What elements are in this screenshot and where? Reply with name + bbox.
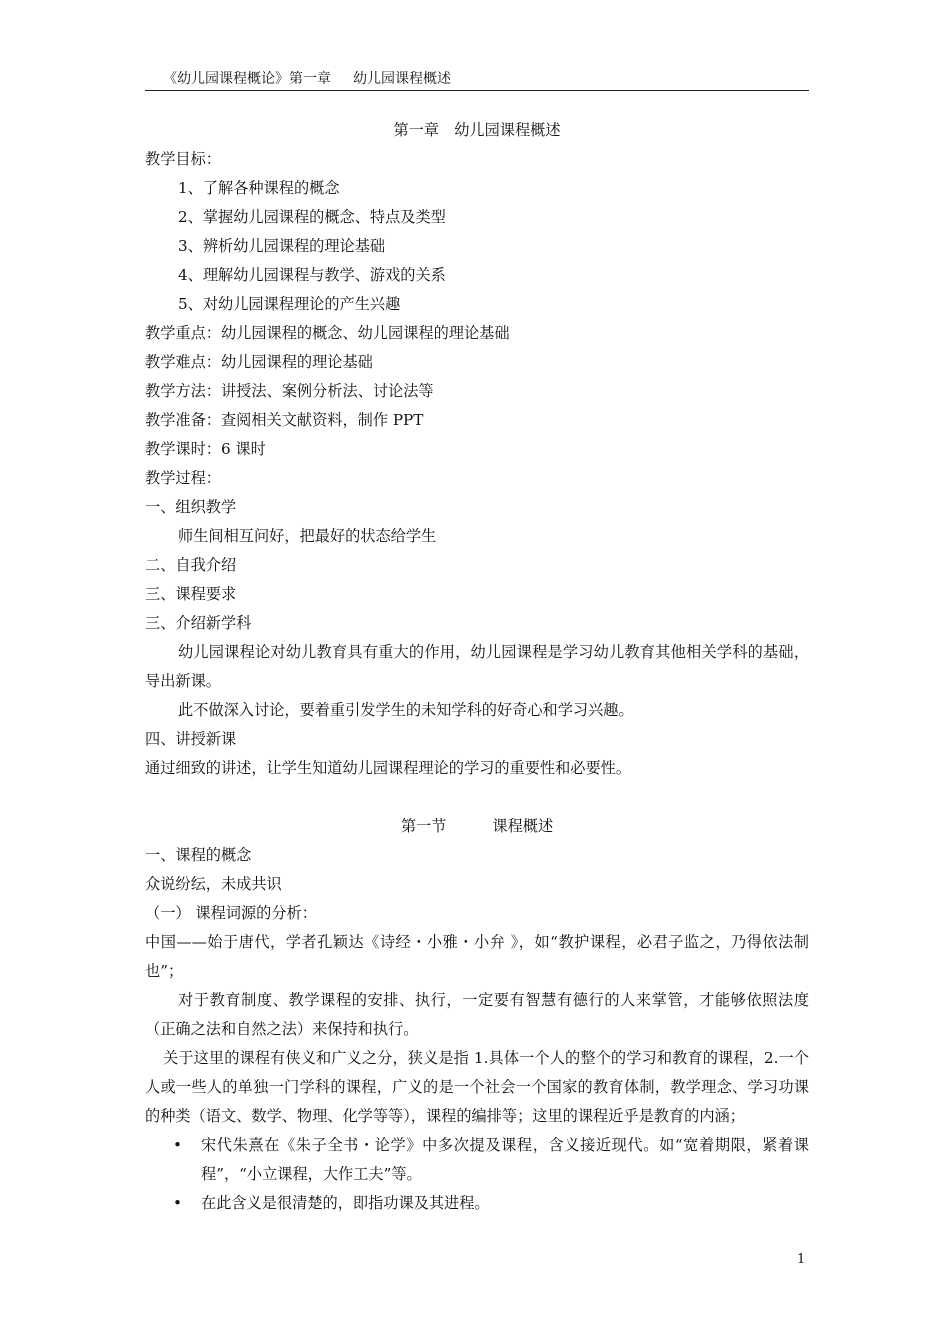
bullet-item: [145, 1131, 809, 1189]
objectives-label: 教学目标：: [145, 150, 221, 168]
key-points: 教学重点：幼儿园课程的概念、幼儿园课程的理论基础: [145, 324, 510, 342]
section-number: 第一节: [400, 817, 447, 835]
bullet-symbol: •: [173, 1194, 182, 1212]
process-step-heading: 二、自我介绍: [145, 556, 237, 574]
bullet-text: 宋代朱熹在《朱子全书・论学》中多次提及课程，含义接近现代。如“宽着期限，紧着课程”，“小立课程，大作工夫”等。: [201, 1136, 809, 1183]
objective-item: 4、理解幼儿园课程与教学、游戏的关系: [178, 266, 446, 284]
process-step-text: 此不做深入讨论，要着重引发学生的未知学科的好奇心和学习兴趣。: [178, 701, 634, 719]
bullet-item: [145, 1189, 809, 1218]
page-header: [145, 70, 809, 91]
process-label: 教学过程：: [145, 469, 221, 487]
objective-item: 5、对幼儿园课程理论的产生兴趣: [178, 295, 401, 313]
process-step-text: 通过细致的讲述，让学生知道幼儿园课程理论的学习的重要性和必要性。: [145, 759, 631, 777]
teaching-methods: 教学方法：讲授法、案例分析法、讨论法等: [145, 382, 434, 400]
teaching-preparation: 教学准备：查阅相关文献资料，制作 PPT: [145, 411, 424, 429]
process-step-heading: 三、课程要求: [145, 585, 237, 603]
concept-heading: 一、课程的概念: [145, 846, 252, 864]
header-subtitle: 幼儿园课程概述: [353, 71, 451, 87]
page-number: 1: [797, 1252, 806, 1267]
difficulties: 教学难点：幼儿园课程的理论基础: [145, 353, 373, 371]
process-step-heading: 三、介绍新学科: [145, 614, 252, 632]
no-consensus-text: 众说纷纭，未成共识: [145, 875, 282, 893]
narrow-broad-text: 关于这里的课程有侠义和广义之分，狭义是指 1.具体一个人的整个的学习和教育的课程，2.一个人或一些人的单独一门学科的课程，广义的是一个社会一个国家的教育体制，教学理念、学习功课的种类（语文、数学、物理、化学等等），课程的编排等；这里的课程近乎是教育的内涵；: [145, 1049, 809, 1125]
section-name: 课程概述: [492, 817, 554, 835]
process-step-heading: 四、讲授新课: [145, 730, 237, 748]
objective-item: 3、辨析幼儿园课程的理论基础: [178, 237, 386, 255]
chapter-title: 第一章 幼儿园课程概述: [393, 121, 561, 139]
process-step-heading: 一、组织教学: [145, 498, 237, 516]
header-book-title: 《幼儿园课程概论》第一章: [163, 71, 331, 87]
teaching-hours: 教学课时：6 课时: [145, 440, 266, 458]
process-step-text: 师生间相互问好，把最好的状态给学生: [178, 527, 437, 545]
china-origin-text: 中国——始于唐代，学者孔颖达《诗经・小雅・小弁 》，如“教护课程，必君子监之，乃得依法制也”；: [145, 933, 809, 980]
etymology-heading: （一） 课程词源的分析：: [145, 904, 317, 922]
objective-item: 1、了解各种课程的概念: [178, 179, 340, 197]
bullet-text: 在此含义是很清楚的，即指功课及其进程。: [201, 1194, 490, 1212]
process-step-text: 幼儿园课程论对幼儿教育具有重大的作用，幼儿园课程是学习幼儿教育其他相关学科的基础，导出新课。: [145, 643, 809, 690]
bullet-symbol: •: [173, 1136, 182, 1154]
objective-item: 2、掌握幼儿园课程的概念、特点及类型: [178, 208, 446, 226]
explanation-text: 对于教育制度、教学课程的安排、执行，一定要有智慧有德行的人来掌管，才能够依照法度（正确之法和自然之法）来保持和执行。: [145, 991, 809, 1038]
document-body: [145, 116, 809, 1218]
section-title: [145, 812, 809, 841]
